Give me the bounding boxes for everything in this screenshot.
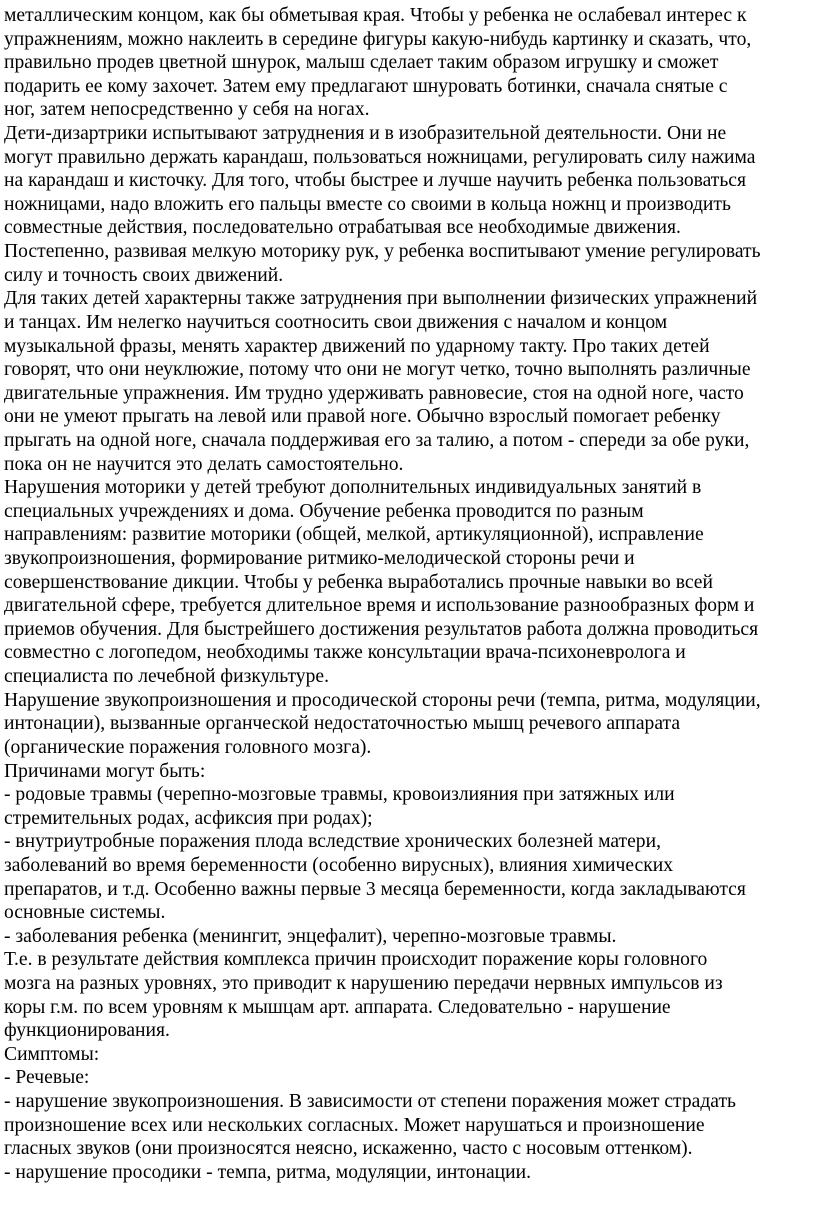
text-line: - родовые травмы (черепно-мозговые травмы, кровоизлияния при затяжных или (4, 784, 675, 806)
text-line: Дети-дизартрики испытывают затруднения и в изобразительной деятельности. Они не (4, 123, 727, 145)
text-line: - нарушение просодики - темпа, ритма, модуляции, интонации. (4, 1161, 532, 1183)
text-line: металлическим концом, как бы обметывая края. Чтобы у ребенка не ослабевал интерес к (4, 5, 747, 26)
text-line: подарить ее кому захочет. Затем ему предлагают шнуровать ботинки, сначала снятые с (4, 75, 728, 97)
text-line: Нарушения моторики у детей требуют дополнительных индивидуальных занятий в (4, 477, 702, 499)
text-line: основные системы. (4, 902, 166, 924)
text-line: стремительных родах, асфиксия при родах); (4, 807, 373, 829)
text-line: Симптомы: (4, 1043, 100, 1065)
text-line: пока он не научится это делать самостоятельно. (4, 453, 404, 475)
text-line: звукопроизношения, формирование ритмико-мелодической стороны речи и (4, 548, 635, 570)
text-line: коры г.м. по всем уровням к мышцам арт. аппарата. Следовательно - нарушение (4, 996, 671, 1018)
text-line: и танцах. Им нелегко научиться соотносить свои движения с началом и концом (4, 311, 668, 333)
text-line: упражнениям, можно наклеить в середине фигуры какую-нибудь картинку и сказать, что, (4, 28, 752, 50)
text-line: они не умеют прыгать на левой или правой ноге. Обычно взрослый помогает ребенку (4, 406, 721, 428)
text-line: музыкальной фразы, менять характер движений по ударному такту. Про таких детей (4, 335, 710, 357)
text-line: совместные действия, последовательно отрабатывая все необходимые движения. (4, 217, 681, 239)
text-line: препаратов, и т.д. Особенно важны первые 3 месяца беременности, когда закладываются (4, 878, 746, 900)
text-line: мозга на разных уровнях, это приводит к нарушению передачи нервных импульсов из (4, 972, 723, 994)
text-line: могут правильно держать карандаш, пользоваться ножницами, регулировать силу нажима (4, 146, 756, 168)
text-line: интонации), вызванные органческой недостаточностью мышц речевого аппарата (4, 713, 681, 735)
text-line: - внутриутробные поражения плода вследствие хронических болезней матери, (4, 831, 661, 853)
text-line: Причинами могут быть: (4, 760, 206, 782)
text-line: двигательной сфере, требуется длительное время и использование разнообразных форм и (4, 595, 755, 617)
text-line: прыгать на одной ноге, сначала поддерживая его за талию, а потом - спереди за обе руки, (4, 429, 750, 451)
text-line: - нарушение звукопроизношения. В зависимости от степени поражения может страдать (4, 1091, 736, 1113)
text-line: произношение всех или нескольких согласных. Может нарушаться и произношение (4, 1114, 705, 1136)
text-line: Для таких детей характерны также затруднения при выполнении физических упражнений (4, 288, 758, 310)
text-line: гласных звуков (они произносятся неясно, искаженно, часто с носовым оттенком). (4, 1138, 693, 1160)
text-line: совершенствование дикции. Чтобы у ребенка выработались прочные навыки во всей (4, 571, 713, 593)
text-line: ножницами, надо вложить его пальцы вместе со своими в кольца ножнц и производить (4, 193, 731, 215)
text-line: силу и точность своих движений. (4, 264, 284, 286)
document-body (4, 4, 812, 1184)
text-line: говорят, что они неуклюжие, потому что они не могут четко, точно выполнять различные (4, 359, 751, 381)
text-line: ног, затем непосредственно у себя на ногах. (4, 99, 370, 121)
text-line: правильно продев цветной шнурок, малыш сделает таким образом игрушку и сможет (4, 52, 719, 74)
text-line: направлениям: развитие моторики (общей, мелкой, артикуляционной), исправление (4, 524, 704, 546)
text-line: Т.е. в результате действия комплекса причин происходит поражение коры головного (4, 949, 708, 971)
text-line: двигательные упражнения. Им трудно удерживать равновесие, стоя на одной ноге, часто (4, 382, 744, 404)
text-line: Нарушение звукопроизношения и просодической стороны речи (темпа, ритма, модуляции, (4, 689, 761, 711)
text-line: - заболевания ребенка (менингит, энцефалит), черепно-мозговые травмы. (4, 925, 617, 947)
text-line: заболеваний во время беременности (особенно вирусных), влияния химических (4, 854, 674, 876)
text-line: функционирования. (4, 1020, 170, 1042)
text-line: приемов обучения. Для быстрейшего достижения результатов работа должна проводиться (4, 618, 759, 640)
text-line: специальных учреждениях и дома. Обучение ребенка проводится по разным (4, 500, 644, 522)
text-line: на карандаш и кисточку. Для того, чтобы быстрее и лучше научить ребенка пользоваться (4, 170, 747, 192)
text-line: - Речевые: (4, 1067, 90, 1089)
text-line: Постепенно, развивая мелкую моторику рук, у ребенка воспитывают умение регулировать (4, 241, 761, 263)
text-line: совместно с логопедом, необходимы также консультации врача-психоневролога и (4, 642, 686, 664)
text-line: (органические поражения головного мозга). (4, 736, 372, 758)
text-line: специалиста по лечебной физкультуре. (4, 666, 329, 688)
